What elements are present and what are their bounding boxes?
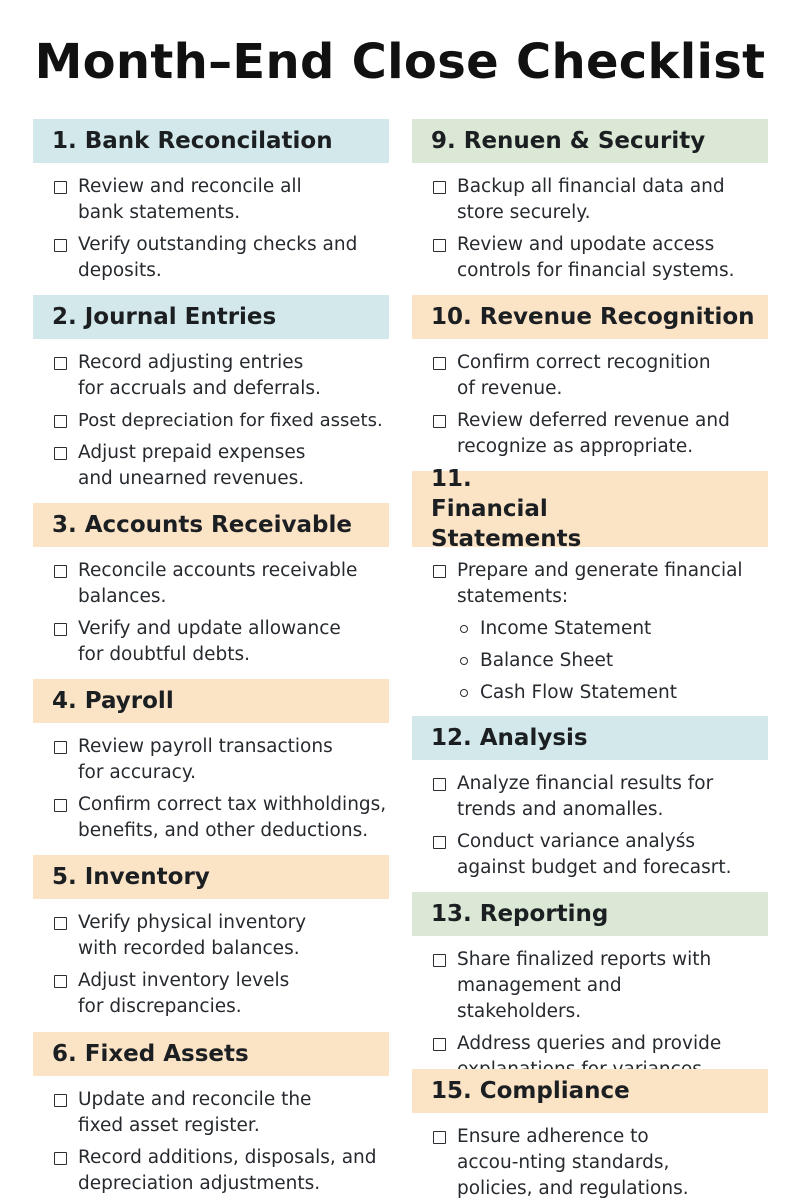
item-text: Post depreciation for fixed assets. bbox=[78, 410, 383, 431]
section-heading: 2. Journal Entries bbox=[33, 295, 389, 339]
checklist-item bbox=[33, 968, 313, 1020]
checkbox-icon[interactable] bbox=[54, 799, 67, 812]
item-text: Reconcile accounts receivable balances. bbox=[78, 560, 358, 607]
checkbox-icon[interactable] bbox=[433, 836, 446, 849]
bullet-icon bbox=[460, 625, 468, 633]
item-text: Analyze financial results for trends and anomalles. bbox=[457, 773, 714, 820]
section-fixed-assets bbox=[33, 1032, 389, 1200]
section-heading: 1. Bank Reconcilation bbox=[33, 119, 389, 163]
section-revenue-recognition bbox=[412, 295, 768, 466]
checkbox-icon[interactable] bbox=[54, 917, 67, 930]
section-heading: 5. Inventory bbox=[33, 855, 389, 899]
checklist-item bbox=[412, 408, 742, 460]
item-text: Verify and update allowance for doubtful debts. bbox=[78, 618, 341, 665]
checkbox-icon[interactable] bbox=[54, 181, 67, 194]
checklist-item bbox=[33, 350, 333, 402]
item-text: Adjust inventory levels for discrepancies. bbox=[78, 970, 290, 1017]
checkbox-icon[interactable] bbox=[433, 239, 446, 252]
item-text: Review and upodate access controls for financial systems. bbox=[457, 234, 735, 281]
checklist-item bbox=[33, 734, 333, 786]
item-text: Update and reconcile the fixed asset register. bbox=[78, 1089, 312, 1136]
item-text: Share finalized reports with management and stakeholders. bbox=[457, 949, 712, 1022]
item-text: Record adjusting entries for accruals and deferrals. bbox=[78, 352, 321, 399]
section-payroll bbox=[33, 679, 389, 850]
checkbox-icon[interactable] bbox=[54, 1152, 67, 1165]
checklist-item bbox=[33, 1145, 389, 1197]
item-text: Ensure adherence to accou-nting standards, policies, and regulations. bbox=[457, 1126, 689, 1199]
sub-item-text: Cash Flow Statement bbox=[480, 682, 677, 703]
section-heading: 4. Payroll bbox=[33, 679, 389, 723]
checkbox-icon[interactable] bbox=[433, 565, 446, 578]
sub-list-item bbox=[412, 680, 768, 706]
checkbox-icon[interactable] bbox=[433, 181, 446, 194]
checklist-item bbox=[412, 174, 742, 226]
item-text: Verify outstanding checks and deposits. bbox=[78, 234, 358, 281]
checkbox-icon[interactable] bbox=[54, 565, 67, 578]
checklist-item bbox=[33, 616, 353, 668]
section-heading: 11. Financial Statements bbox=[412, 471, 768, 547]
checklist-item bbox=[33, 408, 403, 434]
checkbox-icon[interactable] bbox=[433, 954, 446, 967]
checklist-item bbox=[412, 350, 732, 402]
page-title: Month–End Close Checklist bbox=[34, 34, 766, 90]
checkbox-icon[interactable] bbox=[54, 1094, 67, 1107]
section-analysis bbox=[412, 716, 768, 887]
sub-item-text: Balance Sheet bbox=[480, 650, 614, 671]
section-journal-entries bbox=[33, 295, 389, 498]
checklist-item bbox=[412, 1124, 702, 1200]
section-accounts-receivable bbox=[33, 503, 389, 674]
checkbox-icon[interactable] bbox=[433, 1038, 446, 1051]
checkbox-icon[interactable] bbox=[433, 415, 446, 428]
item-text: Confirm correct tax withholdings, benefits, and other deductions. bbox=[78, 794, 387, 841]
sub-list-item bbox=[412, 648, 768, 674]
statement-list bbox=[412, 616, 768, 706]
section-heading: 13. Reporting bbox=[412, 892, 768, 936]
checklist-item bbox=[33, 1087, 333, 1139]
checkbox-icon[interactable] bbox=[54, 357, 67, 370]
item-text: Backup all financial data and store securely. bbox=[457, 176, 725, 223]
section-heading: 15. Compliance bbox=[412, 1069, 768, 1113]
item-text: Confirm correct recognition of revenue. bbox=[457, 352, 711, 399]
checkbox-icon[interactable] bbox=[54, 447, 67, 460]
checklist-item bbox=[412, 232, 768, 284]
checklist-item bbox=[33, 558, 373, 610]
section-compliance bbox=[412, 1069, 768, 1200]
checklist-item bbox=[33, 440, 343, 492]
section-financial-statements bbox=[412, 466, 768, 712]
section-heading: 9. Renuen & Security bbox=[412, 119, 768, 163]
checkbox-icon[interactable] bbox=[54, 975, 67, 988]
item-text: Conduct variance analyśs against budget and forecasrt. bbox=[457, 831, 732, 878]
section-reporting bbox=[412, 892, 768, 1089]
checkbox-icon[interactable] bbox=[433, 1131, 446, 1144]
section-inventory bbox=[33, 855, 389, 1026]
section-heading: 6. Fixed Assets bbox=[33, 1032, 389, 1076]
checklist-item bbox=[33, 792, 389, 844]
checkbox-icon[interactable] bbox=[54, 415, 67, 428]
item-text: Adjust prepaid expenses and unearned revenues. bbox=[78, 442, 306, 489]
item-text: Review and reconcile all bank statements. bbox=[78, 176, 302, 223]
checkbox-icon[interactable] bbox=[54, 239, 67, 252]
checklist-item bbox=[412, 947, 732, 1025]
section-heading: 10. Revenue Recognition bbox=[412, 295, 768, 339]
section-heading: 12. Analysis bbox=[412, 716, 768, 760]
item-text: Review deferred revenue and recognize as appropriate. bbox=[457, 410, 730, 457]
item-text: Review payroll transactions for accuracy. bbox=[78, 736, 333, 783]
checklist-item bbox=[33, 910, 323, 962]
bullet-icon bbox=[460, 689, 468, 697]
checklist-item bbox=[412, 829, 742, 881]
checklist-item bbox=[33, 174, 333, 226]
checklist-item bbox=[33, 232, 373, 284]
item-text: Prepare and generate financial statements: bbox=[457, 560, 743, 607]
sub-list-item bbox=[412, 616, 768, 642]
section-renuen-security bbox=[412, 119, 768, 290]
sub-item-text: Income Statement bbox=[480, 618, 652, 639]
item-text: Record additions, disposals, and depreciation adjustments. bbox=[78, 1147, 377, 1194]
checkbox-icon[interactable] bbox=[54, 741, 67, 754]
section-bank-reconciliation bbox=[33, 119, 389, 290]
checkbox-icon[interactable] bbox=[433, 778, 446, 791]
section-heading: 3. Accounts Receivable bbox=[33, 503, 389, 547]
bullet-icon bbox=[460, 657, 468, 665]
checklist-item bbox=[412, 771, 732, 823]
item-text: Address queries and provide bbox=[457, 1033, 722, 1054]
checklist-item bbox=[412, 558, 757, 610]
checkbox-icon[interactable] bbox=[433, 357, 446, 370]
checkbox-icon[interactable] bbox=[54, 623, 67, 636]
item-text: Verify physical inventory with recorded balances. bbox=[78, 912, 307, 959]
